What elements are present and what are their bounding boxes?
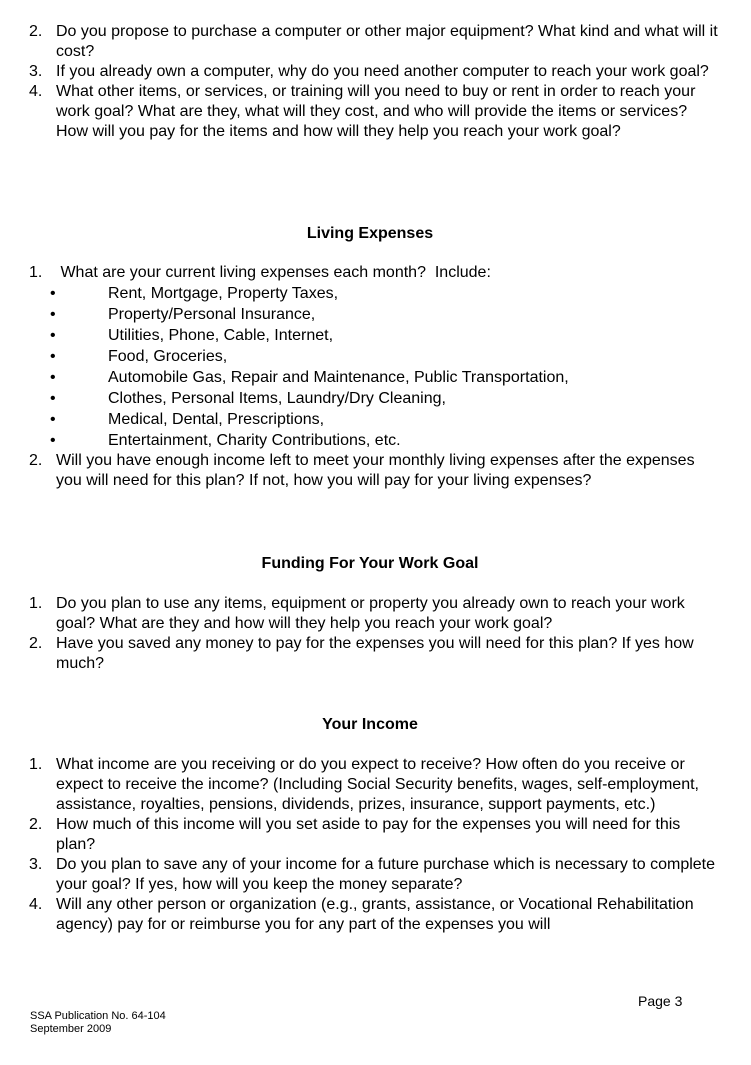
list-item xyxy=(29,22,719,62)
item-number: 2. xyxy=(29,452,43,469)
item-text: Will any other person or organization (e.g., grants, assistance, or Vocational Rehabilitation agency) pay for or reimburse you for any part of the expenses you will xyxy=(56,896,694,933)
item-text: What are your current living expenses each month? Include: xyxy=(56,264,491,281)
item-number: 4. xyxy=(29,83,43,100)
item-text: Have you saved any money to pay for the expenses you will need for this plan? If yes how much? xyxy=(56,635,694,672)
funding-list xyxy=(29,594,719,674)
bullet-text: Medical, Dental, Prescriptions, xyxy=(108,411,325,428)
list-item xyxy=(29,815,719,855)
publication-number: SSA Publication No. 64-104 xyxy=(30,1010,166,1022)
bullet-item xyxy=(29,325,719,346)
list-item xyxy=(29,62,719,82)
item-text: Do you plan to save any of your income for a future purchase which is necessary to complete your goal? If yes, how will you keep the money separate? xyxy=(56,856,716,893)
bullet-item xyxy=(29,304,719,325)
list-item xyxy=(29,755,719,815)
bullet-text: Automobile Gas, Repair and Maintenance, Public Transportation, xyxy=(108,369,569,386)
item-text: If you already own a computer, why do you need another computer to reach your work goal? xyxy=(56,63,709,80)
funding-heading: Funding For Your Work Goal xyxy=(261,555,479,572)
list-item xyxy=(29,451,719,491)
income-list xyxy=(29,755,719,935)
item-text: What income are you receiving or do you expect to receive? How often do you receive or expect to receive the income? (Including Social Security benefits, wages, self-employment, assistance, royalties, pensions, dividends, prizes, insurance, support payments, etc.) xyxy=(56,756,699,813)
income-heading: Your Income xyxy=(322,716,418,733)
item-number: 1. xyxy=(29,264,43,281)
list-item xyxy=(29,634,719,674)
bullet-text: Food, Groceries, xyxy=(108,348,228,365)
publication-date: September 2009 xyxy=(30,1023,112,1035)
item-number: 1. xyxy=(29,756,43,773)
item-text: Do you plan to use any items, equipment or property you already own to reach your work goal? What are they and how will they help you reach your work goal? xyxy=(56,595,685,632)
bullet-text: Rent, Mortgage, Property Taxes, xyxy=(108,285,339,302)
bullet-item xyxy=(29,283,719,304)
bullet-item xyxy=(29,430,719,451)
living-expenses-heading: Living Expenses xyxy=(306,225,434,242)
bullet-text: Property/Personal Insurance, xyxy=(108,306,316,323)
top-question-list xyxy=(29,22,719,142)
bullet-text: Utilities, Phone, Cable, Internet, xyxy=(108,327,334,344)
list-item xyxy=(29,895,719,935)
expense-bullet-list xyxy=(29,283,719,451)
item-number: 2. xyxy=(29,635,43,652)
item-text: Will you have enough income left to meet your monthly living expenses after the expenses you will need for this plan? If not, how you will pay for your living expenses? xyxy=(56,452,695,489)
bullet-item xyxy=(29,388,719,409)
bullet-item xyxy=(29,367,719,388)
item-text: Do you propose to purchase a computer or other major equipment? What kind and what will it cost? xyxy=(56,23,718,60)
item-number: 2. xyxy=(29,23,43,40)
bullet-text: Entertainment, Charity Contributions, etc. xyxy=(108,432,401,449)
item-number: 2. xyxy=(29,816,43,833)
bullet-text: Clothes, Personal Items, Laundry/Dry Cleaning, xyxy=(108,390,446,407)
item-number: 4. xyxy=(29,896,43,913)
list-item xyxy=(29,263,719,451)
bullet-item xyxy=(29,409,719,430)
item-number: 3. xyxy=(29,63,43,80)
page-number: Page 3 xyxy=(638,993,683,1009)
publication-footer xyxy=(30,1010,166,1036)
item-number: 1. xyxy=(29,595,43,612)
item-number: 3. xyxy=(29,856,43,873)
item-text: What other items, or services, or training will you need to buy or rent in order to reach your work goal? What are they, what will they cost, and who will provide the items or services? How will you pay for the items and how will they help you reach your work goal? xyxy=(56,83,696,140)
living-expenses-list xyxy=(29,263,719,491)
bullet-item xyxy=(29,346,719,367)
item-text: How much of this income will you set aside to pay for the expenses you will need for this plan? xyxy=(56,816,681,853)
list-item xyxy=(29,855,719,895)
list-item xyxy=(29,82,719,142)
list-item xyxy=(29,594,719,634)
